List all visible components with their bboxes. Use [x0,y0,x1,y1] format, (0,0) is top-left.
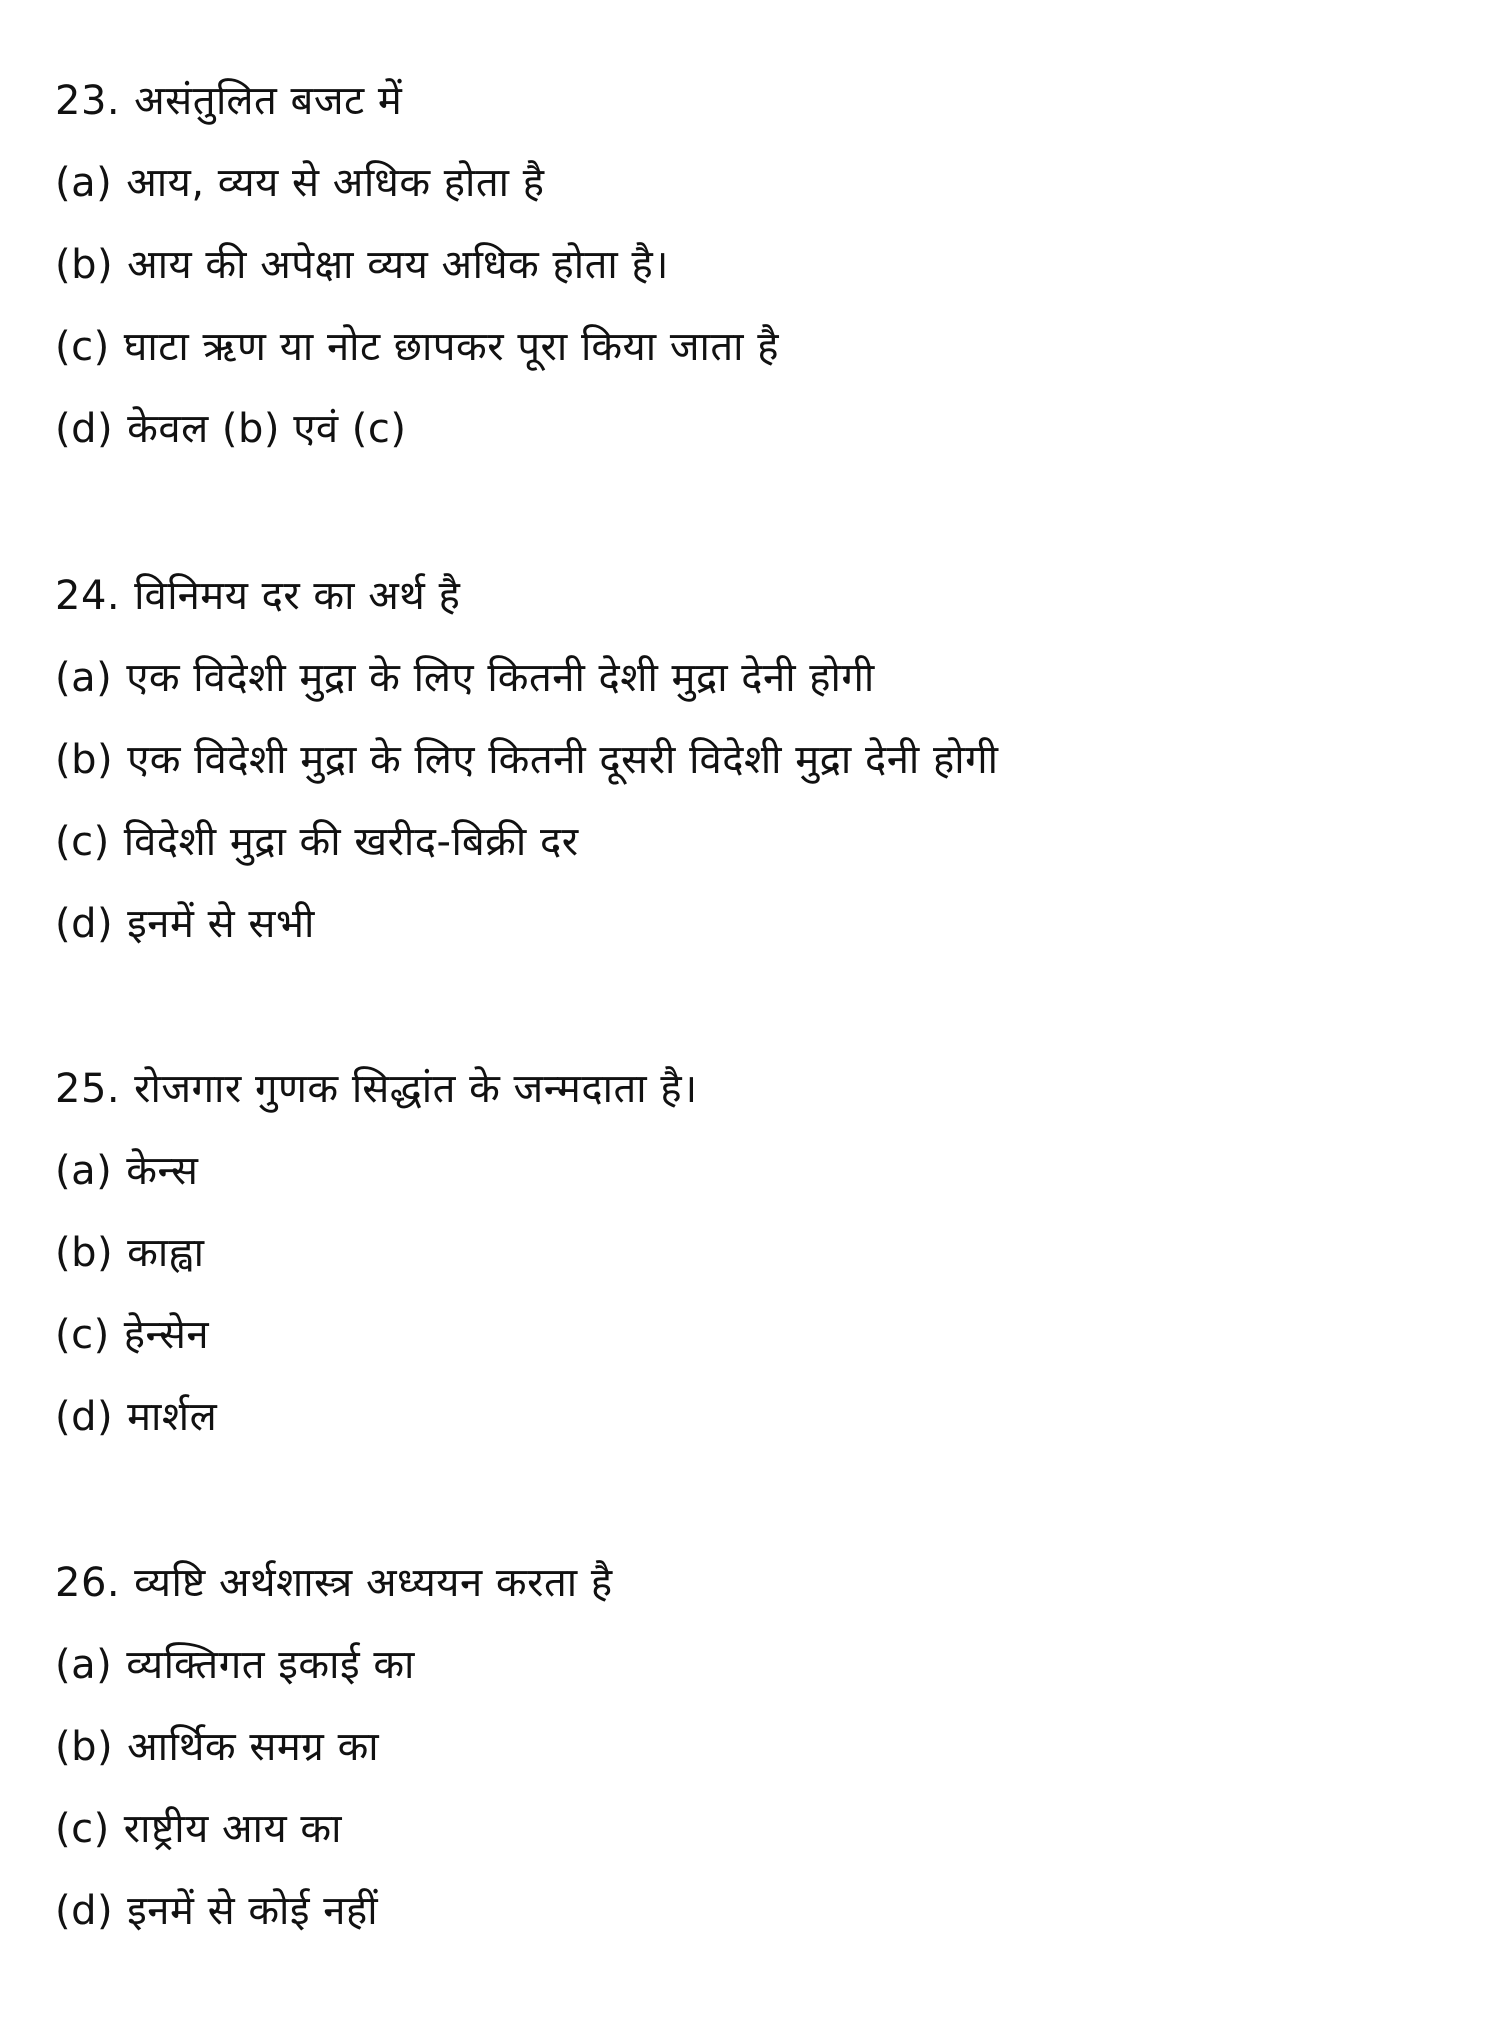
question-text: व्यष्टि अर्थशास्त्र अध्ययन करता है [134,1560,613,1606]
option-text: एक विदेशी मुद्रा के लिए कितनी दूसरी विदेशी मुद्रा देनी होगी [127,737,999,783]
option-text: राष्ट्रीय आय का [123,1806,342,1852]
question-number: 23. [55,78,121,124]
option-letter: (b) [55,1724,114,1770]
option-letter: (b) [55,242,114,288]
option-text: आय, व्यय से अधिक होता है [126,160,545,206]
question-stem [55,70,1455,152]
option-d [55,893,1455,975]
option-a [55,647,1455,729]
option-text: विदेशी मुद्रा की खरीद-बिक्री दर [123,819,579,865]
option-letter: (a) [55,1642,113,1688]
option-letter: (c) [55,1806,110,1852]
option-text: इनमें से कोई नहीं [127,1888,379,1934]
question-23 [55,70,1455,480]
option-text: काह्वा [127,1230,205,1276]
option-letter: (a) [55,160,113,206]
question-26 [55,1552,1455,1962]
question-25 [55,1058,1455,1468]
option-text: केन्स [126,1148,199,1194]
option-text: मार्शल [127,1394,218,1440]
question-text: रोजगार गुणक सिद्धांत के जन्मदाता है। [134,1066,698,1112]
option-letter: (b) [55,737,114,783]
option-text: इनमें से सभी [127,901,315,947]
question-text: असंतुलित बजट में [134,78,403,124]
option-a [55,1140,1455,1222]
option-letter: (c) [55,324,110,370]
option-text: हेन्सेन [123,1312,210,1358]
option-d [55,1386,1455,1468]
option-letter: (d) [55,901,114,947]
question-number: 25. [55,1066,121,1112]
question-stem [55,1058,1455,1140]
option-text: घाटा ऋण या नोट छापकर पूरा किया जाता है [123,324,779,370]
question-stem [55,1552,1455,1634]
option-text: एक विदेशी मुद्रा के लिए कितनी देशी मुद्रा देनी होगी [126,655,875,701]
option-c [55,1798,1455,1880]
option-letter: (b) [55,1230,114,1276]
option-a [55,152,1455,234]
option-letter: (d) [55,406,114,452]
option-c [55,811,1455,893]
option-c [55,316,1455,398]
option-letter: (c) [55,1312,110,1358]
option-b [55,1222,1455,1304]
option-letter: (a) [55,1148,113,1194]
option-text: आर्थिक समग्र का [127,1724,380,1770]
option-letter: (d) [55,1888,114,1934]
option-text: व्यक्तिगत इकाई का [126,1642,415,1688]
option-d [55,1880,1455,1962]
question-number: 26. [55,1560,121,1606]
question-24 [55,565,1455,975]
option-a [55,1634,1455,1716]
option-letter: (d) [55,1394,114,1440]
option-c [55,1304,1455,1386]
option-b [55,729,1455,811]
question-stem [55,565,1455,647]
option-text: केवल (b) एवं (c) [127,406,407,452]
option-letter: (a) [55,655,113,701]
question-text: विनिमय दर का अर्थ है [134,573,461,619]
option-letter: (c) [55,819,110,865]
option-b [55,1716,1455,1798]
option-b [55,234,1455,316]
question-number: 24. [55,573,121,619]
option-text: आय की अपेक्षा व्यय अधिक होता है। [127,242,669,288]
option-d [55,398,1455,480]
